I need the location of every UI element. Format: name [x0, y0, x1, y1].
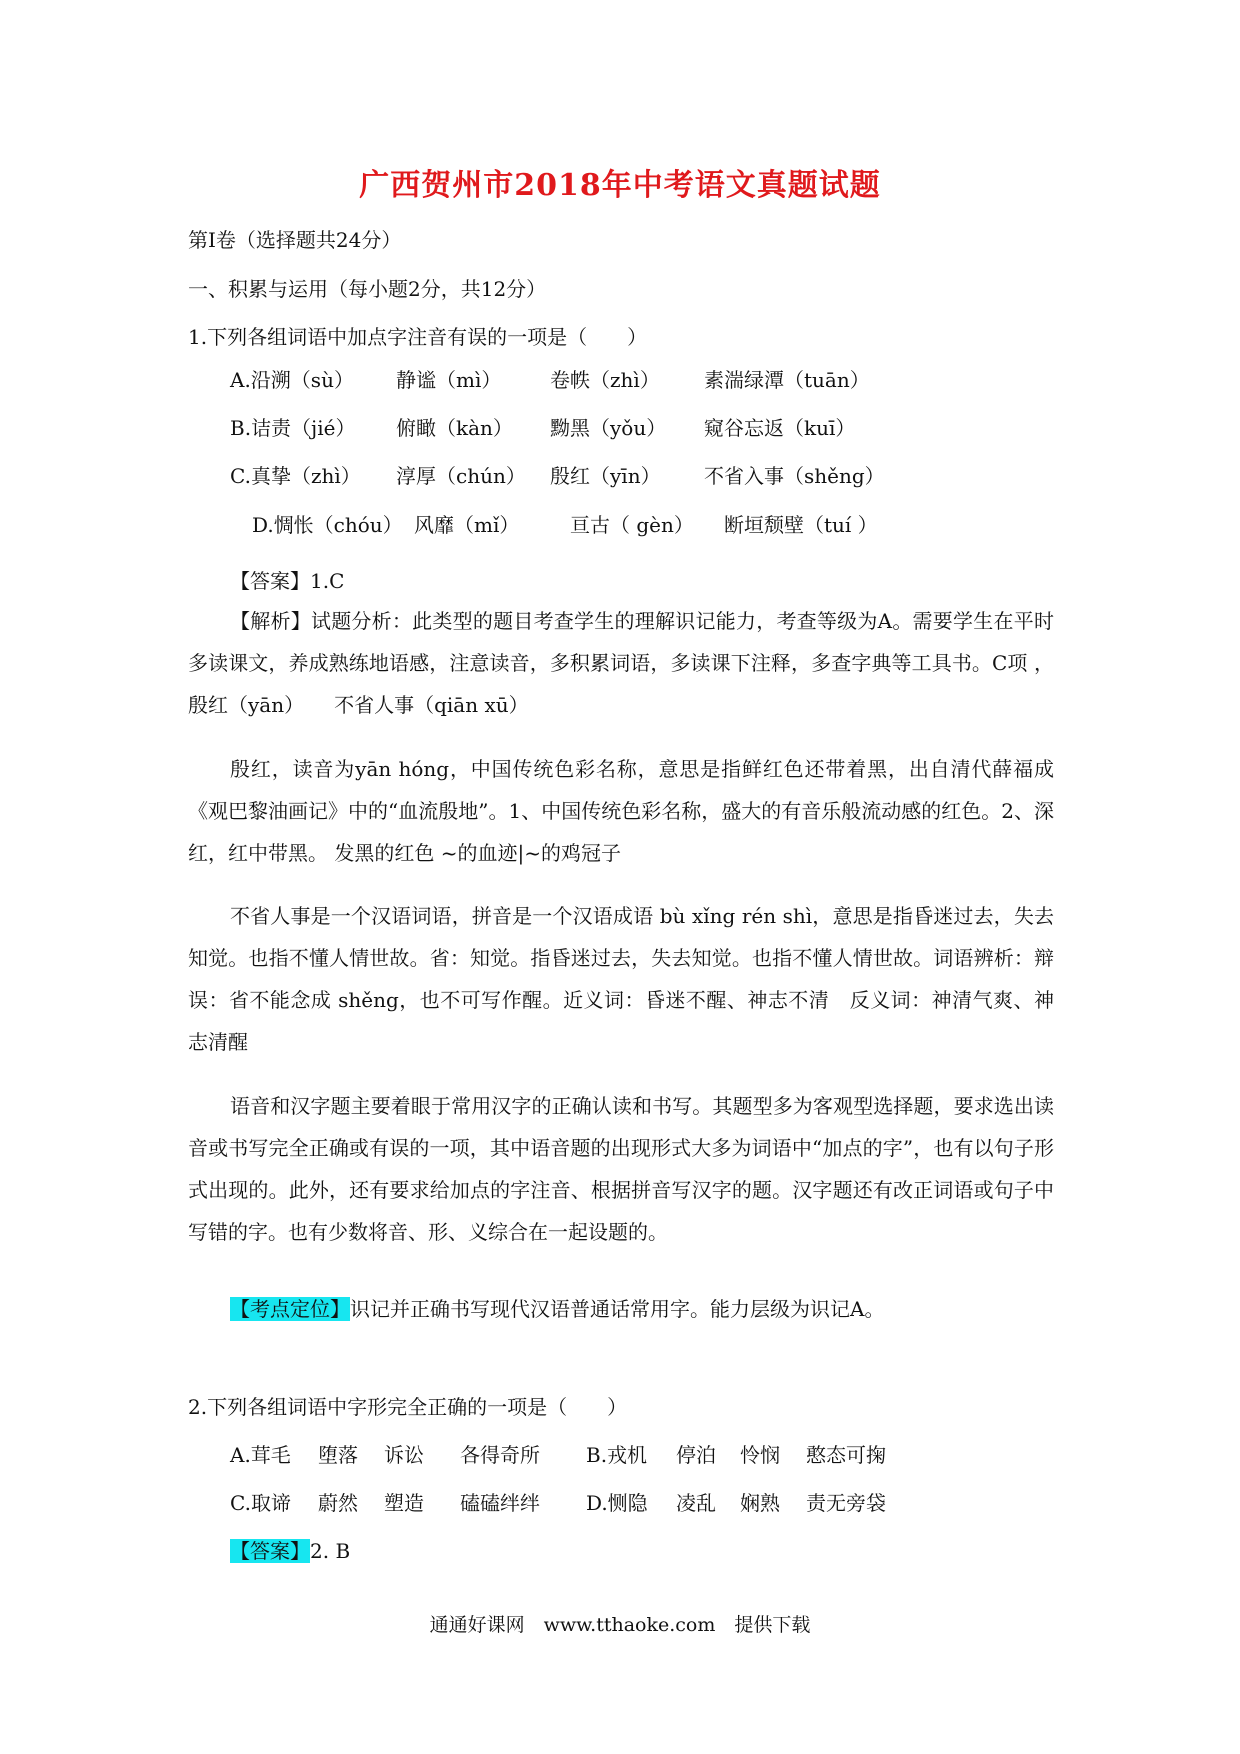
q1-kaodian: [230, 1295, 884, 1323]
q1-option-a-1: A.沿溯（sù）: [230, 368, 354, 392]
q1-option-b-2: 俯瞰（kàn）: [396, 416, 513, 440]
q2-a-4: 各得奇所: [460, 1443, 540, 1467]
page-footer: 通通好课网 www.tthaoke.com 提供下载: [429, 1614, 811, 1636]
section-heading: 第Ⅰ卷（选择题共24分）: [188, 228, 402, 252]
q1-option-c-4: 不省入事（shěng）: [704, 464, 885, 488]
q2-stem: 2.下列各组词语中字形完全正确的一项是（ ）: [188, 1395, 628, 1419]
q1-analysis-1: 【解析】试题分析：此类型的题目考查学生的理解识记能力，考查等级为A。需要学生在平时多读课文，养成熟练地语感，注意读音，多积累词语，多读课下注释，多查字典等工具书。C项 ，殷红（yān） 不省人事（qiān xū）: [188, 609, 1054, 717]
q1-option-b-1: B.诘责（jié）: [230, 416, 356, 440]
q2-b-2: 停泊: [676, 1443, 716, 1467]
q2-b-1: B.戎机: [586, 1443, 648, 1467]
q2-a-2: 堕落: [318, 1443, 358, 1467]
q2-answer-text: 2. B: [310, 1539, 351, 1563]
q2-b-3: 怜悯: [740, 1443, 780, 1467]
q2-c-4: 磕磕绊绊: [460, 1491, 540, 1515]
q1-stem: 1.下列各组词语中加点字注音有误的一项是（ ）: [188, 325, 648, 349]
kaodian-label: 【考点定位】: [230, 1297, 350, 1321]
q2-answer: [230, 1537, 350, 1565]
q1-option-a-4: 素湍绿潭（tuān）: [704, 368, 870, 392]
q2-b-4: 憨态可掬: [806, 1443, 886, 1467]
q1-option-d-3: 亘古（ gèn）: [570, 513, 694, 537]
q1-option-d-4: 断垣颓壁（tuí ）: [724, 513, 878, 537]
q2-d-3: 娴熟: [740, 1491, 780, 1515]
q2-a-3: 诉讼: [384, 1443, 424, 1467]
q1-option-b-4: 窥谷忘返（kuī）: [704, 416, 856, 440]
q1-answer: 【答案】1.C: [230, 569, 345, 593]
q2-c-3: 塑造: [384, 1491, 424, 1515]
q1-option-c-1: C.真挚（zhì）: [230, 464, 361, 488]
q1-analysis-4: 语音和汉字题主要着眼于常用汉字的正确认读和书写。其题型多为客观型选择题，要求选出读音或书写完全正确或有误的一项，其中语音题的出现形式大多为词语中“加点的字”，也有以句子形式出现的。此外，还有要求给加点的字注音、根据拼音写汉字的题。汉字题还有改正词语或句子中写错的字。也有少数将音、形、义综合在一起设题的。: [188, 1094, 1054, 1244]
part-heading: 一、积累与运用（每小题2分，共12分）: [188, 277, 547, 301]
q1-analysis-2: 殷红，读音为yān hóng，中国传统色彩名称，意思是指鲜红色还带着黑，出自清代薛福成《观巴黎油画记》中的“血流殷地”。1、中国传统色彩名称，盛大的有音乐般流动感的红色。2、深红，红中带黑。 发黑的红色 ~的血迹|~的鸡冠子: [188, 757, 1054, 865]
q2-c-2: 蔚然: [318, 1491, 358, 1515]
q2-a-1: A.茸毛: [230, 1443, 291, 1467]
q2-d-2: 凌乱: [676, 1491, 716, 1515]
q1-option-b-3: 黝黑（yǒu）: [550, 416, 667, 440]
page-title: 广西贺州市2018年中考语文真题试题: [359, 168, 881, 203]
q2-d-4: 责无旁袋: [806, 1491, 886, 1515]
q1-option-c-3: 殷红（yīn）: [550, 464, 661, 488]
q1-option-a-3: 卷帙（zhì）: [550, 368, 660, 392]
q2-answer-label: 【答案】: [230, 1539, 310, 1563]
q1-option-c-2: 淳厚（chún）: [396, 464, 526, 488]
q1-option-a-2: 静谧（mì）: [396, 368, 502, 392]
kaodian-text: 识记并正确书写现代汉语普通话常用字。能力层级为识记A。: [350, 1297, 885, 1321]
q1-option-d-1: D.惆怅（chóu）: [252, 513, 403, 537]
q1-analysis-3: 不省人事是一个汉语词语，拼音是一个汉语成语 bù xǐng rén shì，意思是指昏迷过去，失去知觉。也指不懂人情世故。省：知觉。指昏迷过去，失去知觉。也指不懂人情世故。词语辨析：辩误：省不能念成 shěng，也不可写作醒。近义词：昏迷不醒、神志不清 反义词：神清气爽、神志清醒: [188, 904, 1054, 1054]
q2-d-1: D.恻隐: [586, 1491, 648, 1515]
q1-option-d-2: 风靡（mǐ）: [414, 513, 520, 537]
q2-c-1: C.取谛: [230, 1491, 291, 1515]
